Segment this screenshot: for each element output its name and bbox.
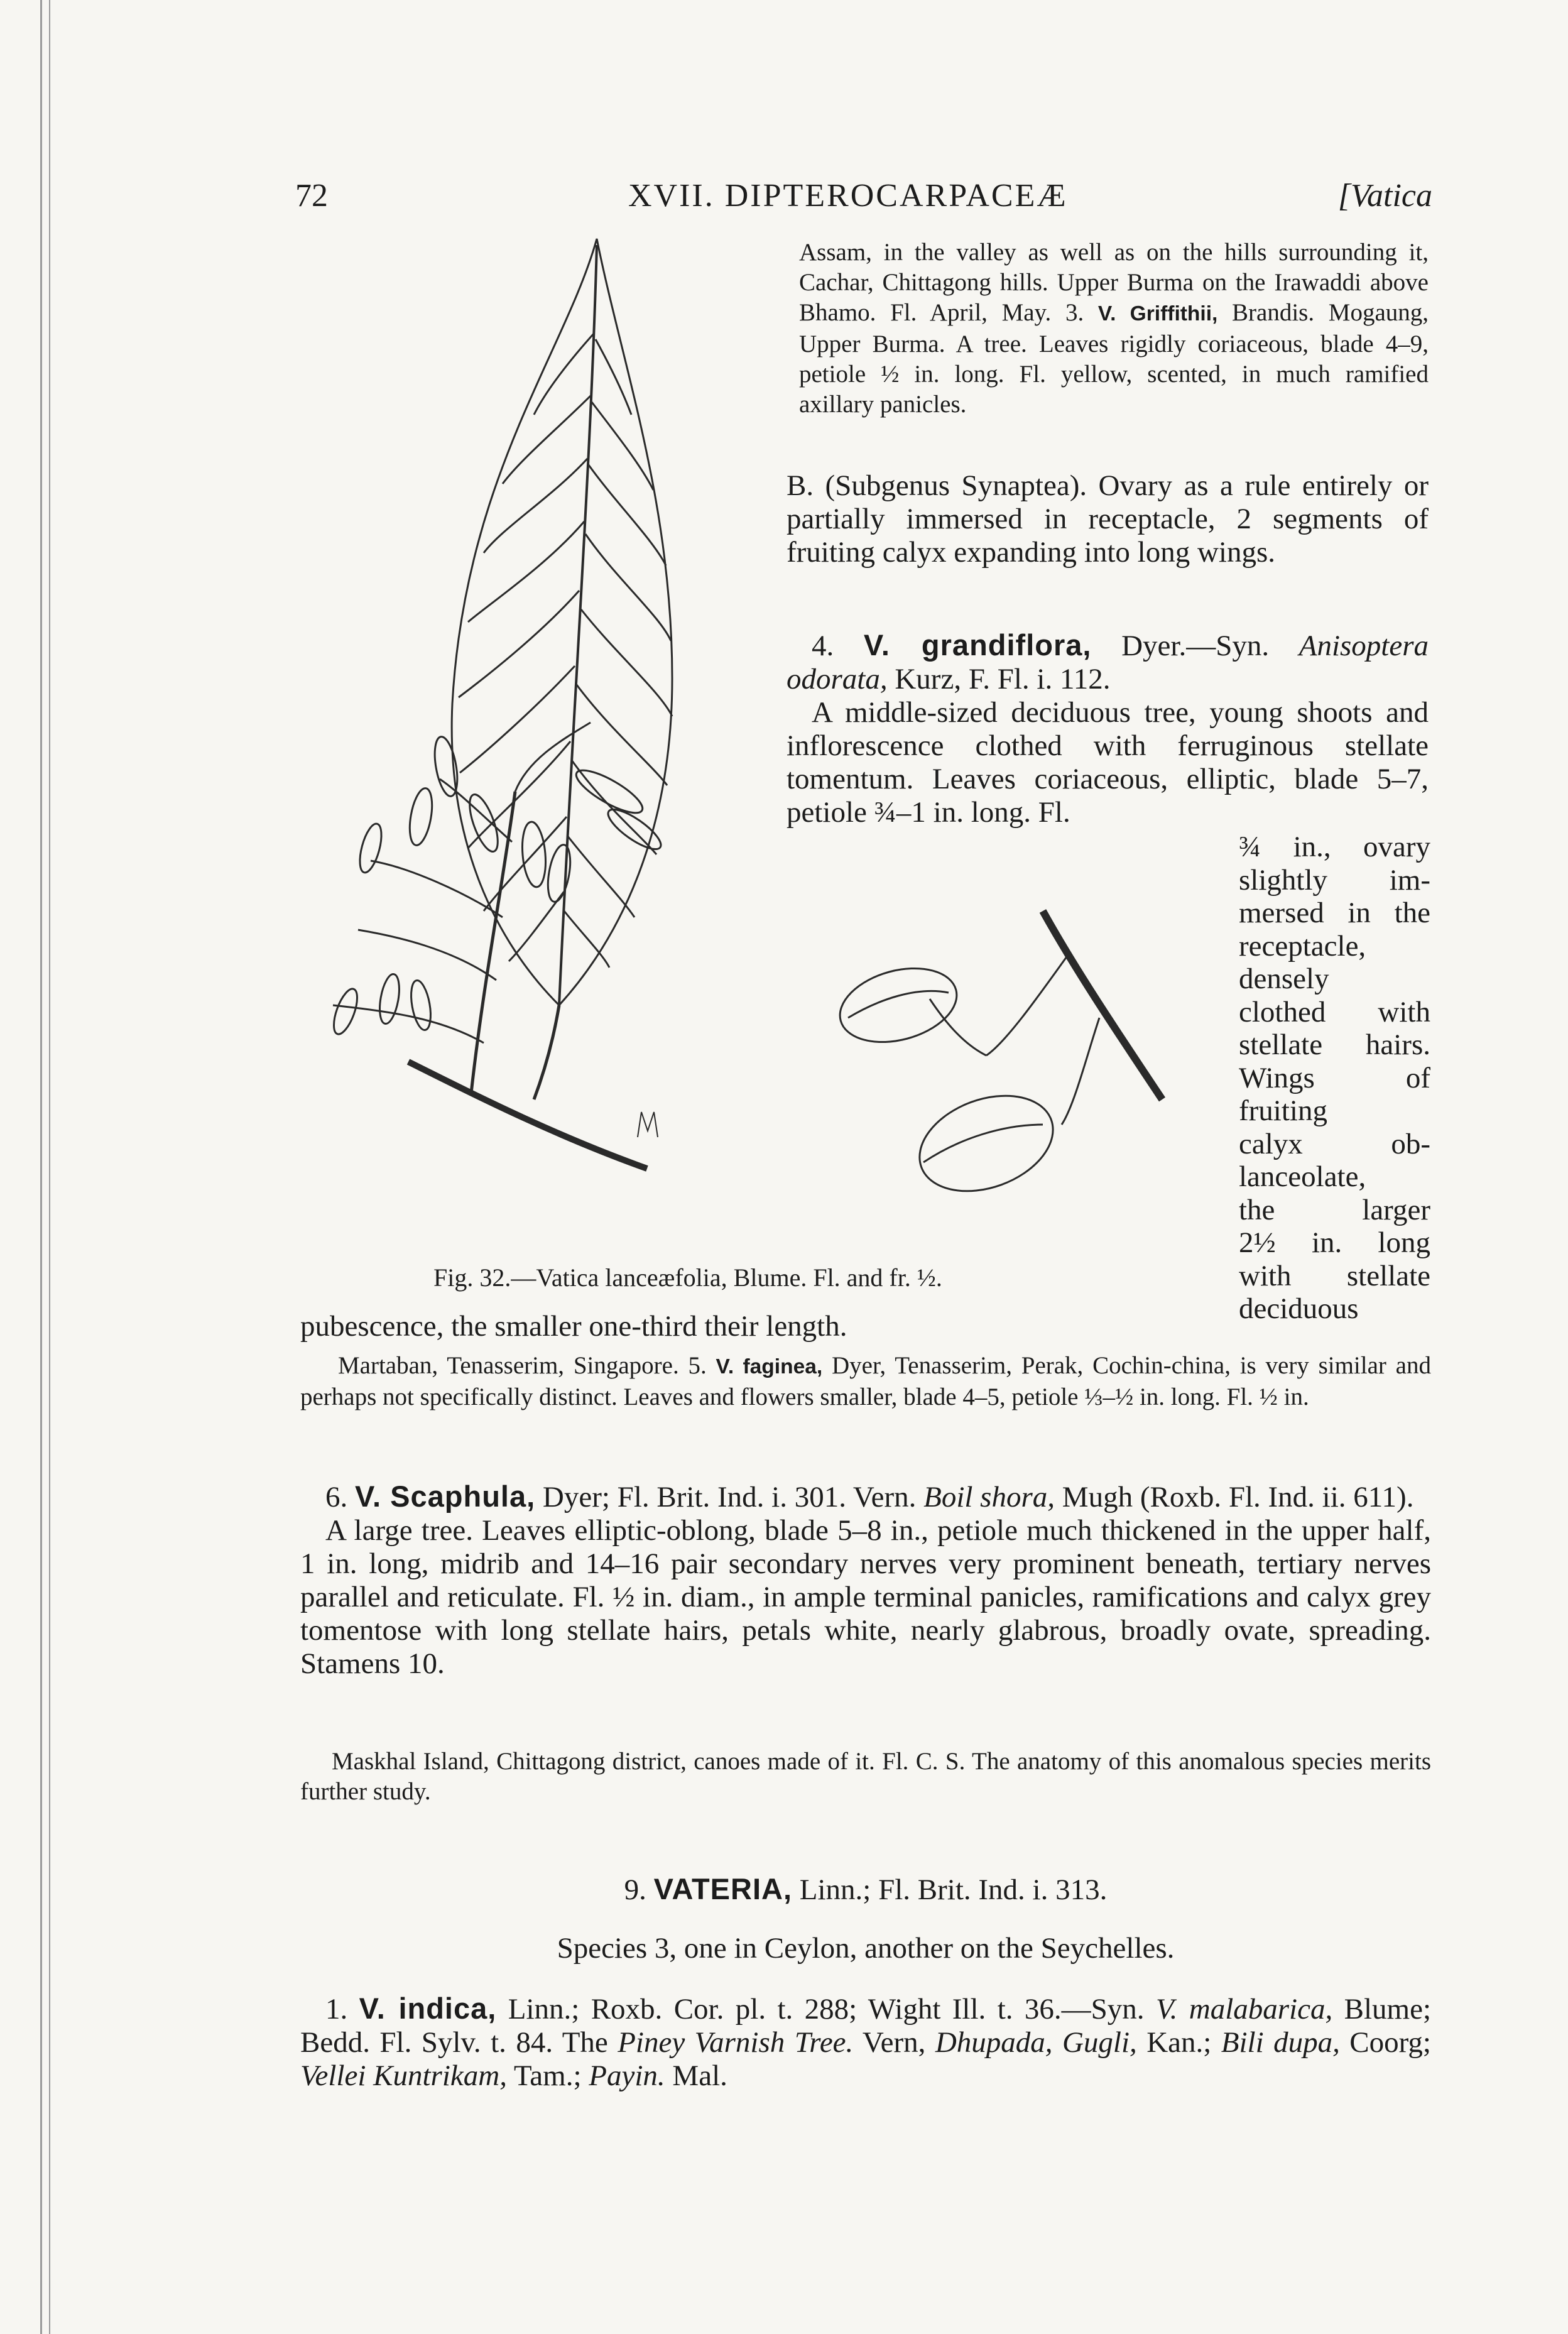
locality-paragraph: Assam, in the valley as well as on the hills surrounding it, Cachar, Chittagong hills. Upper Burma on the Irawaddi above Bhamo. Fl. April, May. 3. V. Griffithii, Brandis. Mogaung, Upper Burma. A tree. Leaves rigidly coriaceous, blade 4–9, petiole ½ in. long. Fl. yellow, scented, in much ramified axillary panicles. (799, 239, 1429, 418)
subgenus-heading: B. (Subgenus Synaptea). Ovary as a rule entirely or partially immersed in receptacle, 2 segments of fruiting calyx expanding into long wings. (787, 469, 1429, 569)
species-name: V. faginea, (716, 1355, 823, 1378)
binding-edge (40, 0, 42, 2334)
narrow-text-column: ¾ in., ovary slightly im- mersed in the receptacle, densely clothed with stellate hairs. Wings of fruiting calyx ob- lanceolate, the larger 2½ in. long with stellate deciduous (1239, 831, 1430, 1325)
genus-heading: 9. VATERIA, Linn.; Fl. Brit. Ind. i. 313. (624, 1872, 1108, 1906)
figure-caption: Fig. 32.—Vatica lanceæfolia, Blume. Fl. and fr. ½. (433, 1263, 942, 1292)
main-branch (408, 1062, 647, 1169)
page-number: 72 (295, 178, 328, 214)
fruit-twig (1043, 911, 1162, 1099)
species-name: V. Scaphula, (355, 1480, 536, 1513)
genus-name: VATERIA, (653, 1872, 792, 1906)
species-6: 6. V. Scaphula, Dyer; Fl. Brit. Ind. i. 301. Vern. Boil shora, Mugh (Roxb. Fl. Ind. ii. 611). A large tree. Leaves elliptic-oblong, blade 5–8 in., petiole much thickened in the upper half, 1 in. long, midrib and 14–16 pair secondary nerves very prominent beneath, tertiary nerves parallel and reticulate. Fl. ½ in. diam., in ample terminal panicles, ramifications and calyx grey tomentose with long stellate hairs, petals white, nearly glabrous, broadly ovate, spreading. Stamens 10. (300, 1480, 1431, 1680)
species-4-continuation: pubescence, the smaller one-third their length. (300, 1310, 847, 1343)
species-6-locality: Maskhal Island, Chittagong district, canoes made of it. Fl. C. S. The anatomy of this anomalous species merits further study. (300, 1748, 1431, 1805)
species-name: V. indica, (359, 1992, 497, 2025)
leaf-petiole (534, 1005, 559, 1099)
genus-species-note: Species 3, one in Ceylon, another on the Seychelles. (557, 1932, 1175, 1965)
species-name: V. Griffithii, (1097, 302, 1218, 325)
species-4-locality: Martaban, Tenasserim, Singapore. 5. V. faginea, Dyer, Tenasserim, Perak, Cochin-china, is very similar and perhaps not specifically distinct. Leaves and flowers smaller, blade 4–5, petiole ⅓–½ in. long. Fl. ½ in. (300, 1352, 1431, 1410)
fruit (832, 956, 965, 1054)
botanical-illustration (295, 226, 1238, 1257)
chapter-title: XVII. DIPTEROCARPACEÆ (628, 178, 1068, 214)
vateria-indica: 1. V. indica, Linn.; Roxb. Cor. pl. t. 288; Wight Ill. t. 36.—Syn. V. malabarica, Blume; Bedd. Fl. Sylv. t. 84. The Piney Varnish Tree. Vern, Dhupada, Gugli, Kan.; Bili dupa, Coorg; Vellei Kuntrikam, Tam.; Payin. Mal. (300, 1992, 1432, 2092)
species-name: V. grandiflora, (863, 628, 1092, 662)
page-header (295, 177, 1432, 221)
leaf-outline (452, 239, 672, 1005)
binding-edge (49, 0, 50, 2334)
running-head: [Vatica (1337, 178, 1432, 214)
species-4: 4. V. grandiflora, Dyer.—Syn. Anisoptera odorata, Kurz, F. Fl. i. 112. A middle-sized deciduous tree, young shoots and inflorescence clothed with ferruginous stellate tomentum. Leaves coriaceous, elliptic, blade 5–7, petiole ¾–1 in. long. Fl. (787, 628, 1429, 829)
fruit (906, 1079, 1067, 1209)
